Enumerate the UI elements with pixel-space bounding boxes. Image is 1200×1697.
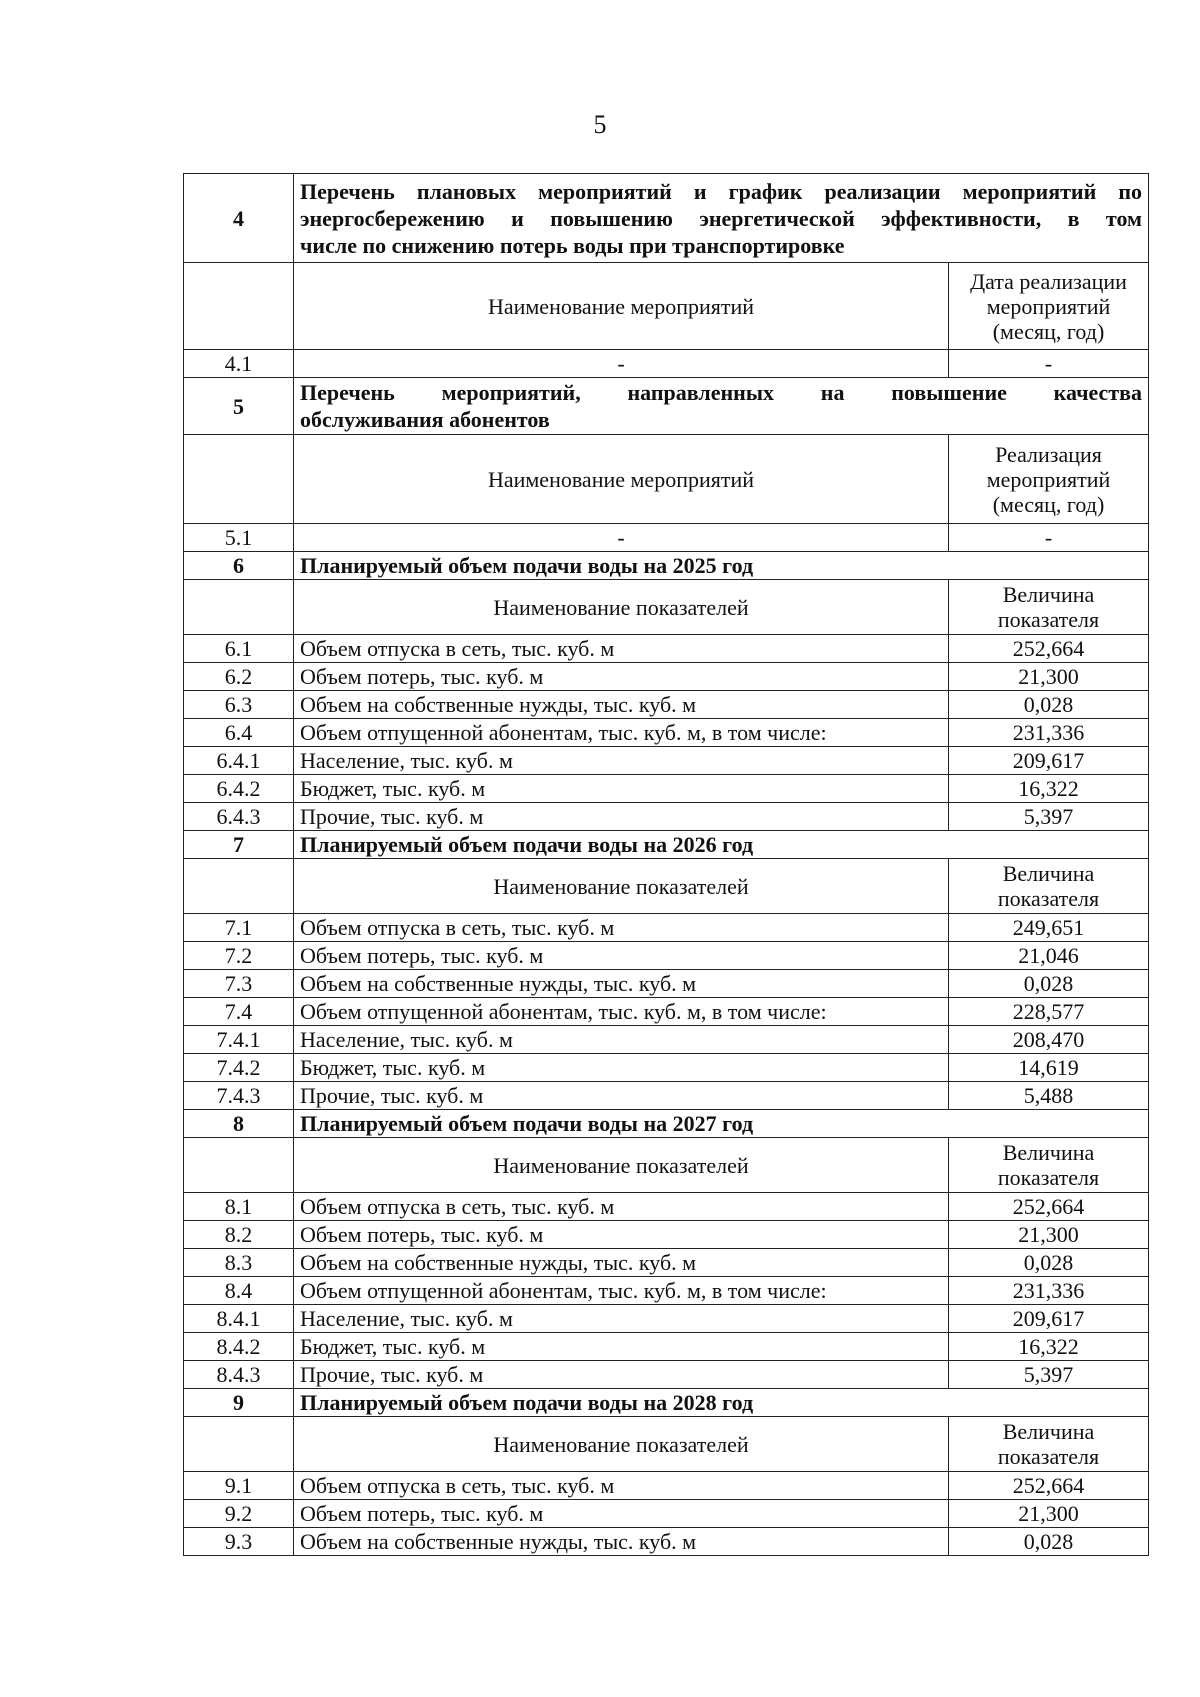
column-header-value: Величина показателя: [949, 1138, 1149, 1193]
table-row: 8.4 Объем отпущенной абонентам, тыс. куб. м, в том числе: 231,336: [184, 1277, 1149, 1305]
section-header: [184, 174, 1149, 263]
column-header-row: [184, 1417, 1149, 1472]
table-row: 6.1 Объем отпуска в сеть, тыс. куб. м 252,664: [184, 635, 1149, 663]
section-number: 9: [184, 1389, 294, 1417]
section-header: [184, 378, 1149, 435]
column-header-value: Величина показателя: [949, 1417, 1149, 1472]
table-row: 7.4.3 Прочие, тыс. куб. м 5,488: [184, 1082, 1149, 1110]
section-header: [184, 831, 1149, 859]
table-row: 6.4.2 Бюджет, тыс. куб. м 16,322: [184, 775, 1149, 803]
plan-table: [183, 173, 1149, 1556]
section-title: Перечень мероприятий, направленных на повышение качества обслуживания абонентов: [294, 378, 1149, 435]
column-header-row: [184, 435, 1149, 524]
column-header-value: Величина показателя: [949, 580, 1149, 635]
table-row: 4.1 - -: [184, 350, 1149, 378]
table-row: 9.3 Объем на собственные нужды, тыс. куб. м 0,028: [184, 1528, 1149, 1556]
column-header-name: Наименование мероприятий: [294, 263, 949, 350]
section-title: Планируемый объем подачи воды на 2026 год: [294, 831, 1149, 859]
table-row: 9.1 Объем отпуска в сеть, тыс. куб. м 252,664: [184, 1472, 1149, 1500]
section-number: 6: [184, 552, 294, 580]
table-row: 8.3 Объем на собственные нужды, тыс. куб. м 0,028: [184, 1249, 1149, 1277]
column-header-name: Наименование показателей: [294, 1138, 949, 1193]
table-row: 8.1 Объем отпуска в сеть, тыс. куб. м 252,664: [184, 1193, 1149, 1221]
table-row: 6.2 Объем потерь, тыс. куб. м 21,300: [184, 663, 1149, 691]
section-number: 8: [184, 1110, 294, 1138]
section-header: [184, 552, 1149, 580]
column-header-row: [184, 263, 1149, 350]
column-header-value: Величина показателя: [949, 859, 1149, 914]
section-title: Планируемый объем подачи воды на 2025 год: [294, 552, 1149, 580]
table-row: 5.1 - -: [184, 524, 1149, 552]
section-title: Планируемый объем подачи воды на 2028 год: [294, 1389, 1149, 1417]
section-number: 5: [184, 378, 294, 435]
table-row: 6.3 Объем на собственные нужды, тыс. куб. м 0,028: [184, 691, 1149, 719]
column-header-row: [184, 859, 1149, 914]
table-row: 8.4.1 Население, тыс. куб. м 209,617: [184, 1305, 1149, 1333]
table-row: 7.2 Объем потерь, тыс. куб. м 21,046: [184, 942, 1149, 970]
table-row: 6.4 Объем отпущенной абонентам, тыс. куб. м, в том числе: 231,336: [184, 719, 1149, 747]
column-header-name: Наименование показателей: [294, 580, 949, 635]
column-header-name: Наименование показателей: [294, 859, 949, 914]
column-header-row: [184, 1138, 1149, 1193]
table-row: 6.4.3 Прочие, тыс. куб. м 5,397: [184, 803, 1149, 831]
page-number: 5: [593, 110, 607, 139]
table-row: 8.4.3 Прочие, тыс. куб. м 5,397: [184, 1361, 1149, 1389]
table-row: 7.4.2 Бюджет, тыс. куб. м 14,619: [184, 1054, 1149, 1082]
column-header-name: Наименование мероприятий: [294, 435, 949, 524]
section-number: 4: [184, 174, 294, 263]
column-header-value: Дата реализации мероприятий (месяц, год): [949, 263, 1149, 350]
section-title: Перечень плановых мероприятий и график реализации мероприятий по энергосбережению и повышению энергетической эффективности, в том числе по снижению потерь воды при транспортировке: [294, 174, 1149, 263]
table-row: 9.2 Объем потерь, тыс. куб. м 21,300: [184, 1500, 1149, 1528]
table-row: 7.3 Объем на собственные нужды, тыс. куб. м 0,028: [184, 970, 1149, 998]
table-row: 7.4 Объем отпущенной абонентам, тыс. куб. м, в том числе: 228,577: [184, 998, 1149, 1026]
table-row: 8.2 Объем потерь, тыс. куб. м 21,300: [184, 1221, 1149, 1249]
section-number: 7: [184, 831, 294, 859]
column-header-value: Реализация мероприятий (месяц, год): [949, 435, 1149, 524]
table-row: 6.4.1 Население, тыс. куб. м 209,617: [184, 747, 1149, 775]
table-row: 8.4.2 Бюджет, тыс. куб. м 16,322: [184, 1333, 1149, 1361]
column-header-name: Наименование показателей: [294, 1417, 949, 1472]
section-header: [184, 1389, 1149, 1417]
section-header: [184, 1110, 1149, 1138]
column-header-row: [184, 580, 1149, 635]
table-row: 7.1 Объем отпуска в сеть, тыс. куб. м 249,651: [184, 914, 1149, 942]
table-row: 7.4.1 Население, тыс. куб. м 208,470: [184, 1026, 1149, 1054]
section-title: Планируемый объем подачи воды на 2027 год: [294, 1110, 1149, 1138]
